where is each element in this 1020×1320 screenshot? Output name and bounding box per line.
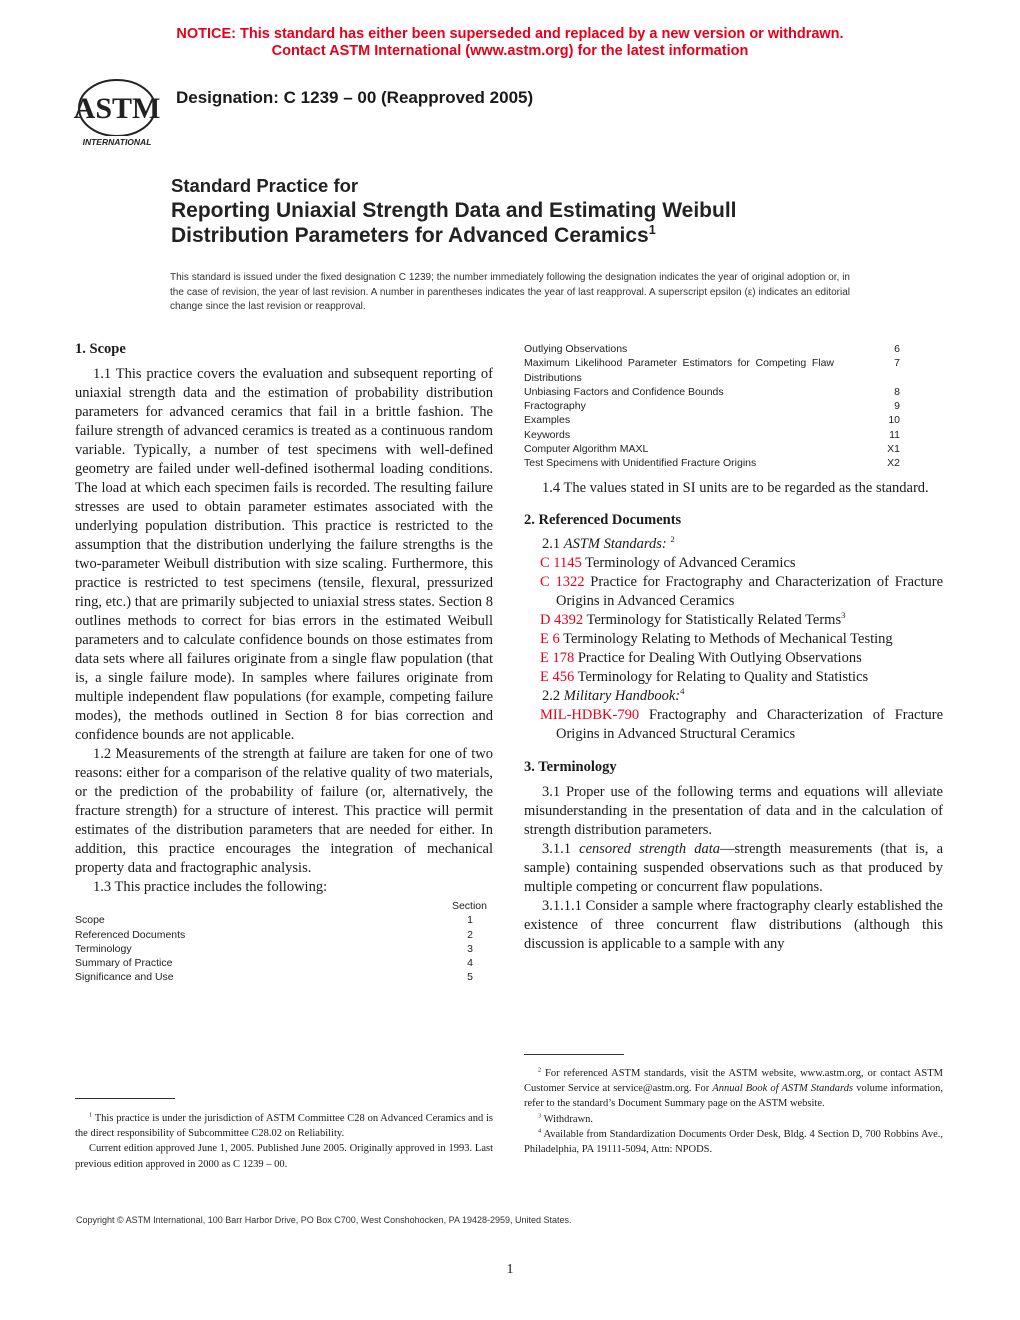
toc-label: Significance and Use bbox=[75, 971, 174, 984]
footnote-2-italic: Annual Book of ASTM Standards bbox=[712, 1083, 854, 1095]
toc-row bbox=[524, 413, 943, 427]
toc-row bbox=[524, 356, 943, 385]
reference-item bbox=[524, 554, 943, 573]
footnote-rule-left bbox=[75, 1098, 175, 1099]
toc-section: 5 bbox=[467, 971, 473, 984]
left-column bbox=[75, 340, 493, 985]
toc-section: 1 bbox=[467, 914, 473, 927]
scope-para-1-2: 1.2 Measurements of the strength at failure are taken for one of two reasons: either for a comparison of the relative quality of two materials, or the prediction of the probability of failure (or, alternatively, the fracture strength) for a structure of interest. This practice will permit estimates of the distribution parameters that are needed for either. In addition, this practice encourages the integration of mechanical property data and fractographic analysis. bbox=[75, 746, 493, 876]
scope-para-1-1: 1.1 This practice covers the evaluation and subsequent reporting of uniaxial strength data and the estimation of probability distribution parameters for advanced ceramics that fail in a brittle fashion. The failure strength of advanced ceramics is treated as a continuous random variable. Typically, a number of test specimens with well-defined geometry are failed under well-defined isothermal loading conditions. The load at which each specimen fails is recorded. The resulting failure stresses are used to obtain parameter estimates associated with the underlying population distribution. This practice is restricted to the assumption that the distribution underlying the failure strengths is the two-parameter Weibull distribution with size scaling. Furthermore, this practice is restricted to test specimens (tensile, flexural, pressurized ring, etc.) that are primarily subjected to uniaxial stress states. Section 8 outlines methods to correct for bias errors in the estimated Weibull parameters and to calculate confidence bounds on those estimates from data sets where all failures originate from a single flaw population (that is, a single failure mode). In samples where failures originate from multiple independent flaw populations (for example, competing failure modes), the methods outlined in Section 8 for bias correction and confidence bounds are not applicable. bbox=[75, 366, 493, 743]
footnote-3-mark: 3 bbox=[538, 1112, 542, 1120]
reference-title: Practice for Fractography and Characterization of Fracture Origins in Advanced Ceramics bbox=[556, 573, 944, 609]
title-footnote-mark: 1 bbox=[648, 223, 656, 237]
reference-title: Terminology of Advanced Ceramics bbox=[585, 554, 796, 571]
references-heading: 2. Referenced Documents bbox=[524, 511, 682, 528]
toc-label: Terminology bbox=[75, 942, 132, 955]
toc-row bbox=[524, 456, 943, 470]
reference-link[interactable]: E 178 bbox=[540, 649, 575, 666]
scope-para-1-4: 1.4 The values stated in SI units are to be regarded as the standard. bbox=[542, 479, 929, 496]
reference-link[interactable]: C 1145 bbox=[540, 554, 582, 571]
toc-label: Unbiasing Factors and Confidence Bounds bbox=[524, 385, 724, 398]
title-line-3-text: Distribution Parameters for Advanced Ceramics bbox=[171, 224, 649, 247]
footnote-4 bbox=[524, 1127, 943, 1157]
mil-footnote-mark: 4 bbox=[680, 685, 685, 696]
toc-section: X1 bbox=[887, 443, 900, 456]
reference-item bbox=[524, 649, 943, 668]
toc-row bbox=[75, 970, 493, 984]
toc-row bbox=[524, 399, 943, 413]
toc-right bbox=[524, 342, 943, 471]
astm-standards-intro bbox=[524, 535, 943, 554]
toc-label: Computer Algorithm MAXL bbox=[524, 443, 649, 456]
logo-subtitle: INTERNATIONAL bbox=[82, 137, 152, 147]
toc-row bbox=[75, 942, 493, 956]
footnotes-left bbox=[75, 1111, 493, 1172]
right-column bbox=[524, 342, 943, 954]
toc-row bbox=[524, 342, 943, 356]
notice-line-2: Contact ASTM International (www.astm.org) for the latest information bbox=[271, 43, 749, 59]
terminology-heading: 3. Terminology bbox=[524, 758, 617, 775]
reference-link[interactable]: E 6 bbox=[540, 630, 560, 647]
toc-section: 10 bbox=[888, 414, 900, 427]
toc-section: 3 bbox=[467, 942, 473, 955]
term-censored-strength-data: censored strength data bbox=[579, 840, 720, 857]
designation: Designation: C 1239 – 00 (Reapproved 2005) bbox=[176, 88, 534, 107]
toc-section: 2 bbox=[467, 928, 473, 941]
reference-item bbox=[524, 573, 943, 611]
toc-label: Outlying Observations bbox=[524, 343, 628, 355]
page-number: 1 bbox=[506, 1262, 514, 1277]
terminology-para-3-1: 3.1 Proper use of the following terms and equations will alleviate misunderstanding in the presentation of data and in the calculation of strength distribution parameters. bbox=[524, 783, 943, 838]
military-handbook-intro bbox=[524, 687, 943, 706]
reference-item bbox=[524, 630, 943, 649]
toc-row bbox=[524, 442, 943, 456]
footnote-rule-right bbox=[524, 1054, 624, 1055]
footnote-1b: Current edition approved June 1, 2005. Published June 2005. Originally approved in 1993. Last previous edition approved in 2000 as C 1239 – 00. bbox=[75, 1143, 493, 1170]
military-handbook-label: Military Handbook: bbox=[563, 687, 681, 704]
footnote-2 bbox=[524, 1066, 943, 1112]
footnote-3-text: Withdrawn. bbox=[543, 1113, 594, 1125]
issued-statement: This standard is issued under the fixed designation C 1239; the number immediately following the designation indicates the year of original adoption or, in the case of revision, the year of last revision. A number in parentheses indicates the year of last reapproval. A superscript epsilon (ε) indicates an editorial change since the last revision or reapproval. bbox=[170, 272, 850, 312]
reference-title: Practice for Dealing With Outlying Observations bbox=[577, 649, 862, 666]
toc-section: 7 bbox=[894, 357, 900, 370]
toc-label: Keywords bbox=[524, 428, 571, 441]
title-line-2: Reporting Uniaxial Strength Data and Estimating Weibull bbox=[171, 199, 737, 222]
toc-row bbox=[524, 385, 943, 399]
reference-title: Terminology for Statistically Related Terms bbox=[586, 611, 842, 628]
toc-label: Fractography bbox=[524, 400, 586, 413]
footnote-4-text: Available from Standardization Documents Order Desk, Bldg. 4 Section D, 700 Robbins Ave., Philadelphia, PA 19111-5094, Attn: NPODS. bbox=[524, 1128, 944, 1156]
footnote-2-text-b: volume information, refer to the standard’s Document Summary page on the ASTM website. bbox=[524, 1083, 943, 1110]
footnote-2-mark: 2 bbox=[538, 1066, 542, 1074]
toc-label: Examples bbox=[524, 414, 571, 427]
toc-label: Summary of Practice bbox=[75, 957, 173, 970]
reference-title: Terminology Relating to Methods of Mechanical Testing bbox=[563, 630, 893, 647]
title-line-3 bbox=[171, 223, 737, 248]
toc-row bbox=[75, 913, 493, 927]
astm-footnote-mark: 2 bbox=[670, 533, 675, 544]
toc-left bbox=[75, 899, 493, 985]
toc-section: 11 bbox=[889, 428, 900, 441]
footnote-4-mark: 4 bbox=[538, 1127, 542, 1135]
toc-row bbox=[75, 956, 493, 970]
astm-intro-num: 2.1 bbox=[542, 535, 561, 552]
toc-label: Scope bbox=[75, 914, 105, 927]
toc-label: Referenced Documents bbox=[75, 928, 186, 941]
toc-section: 4 bbox=[467, 957, 473, 970]
reference-footnote-mark: 3 bbox=[841, 609, 846, 620]
toc-row bbox=[75, 928, 493, 942]
toc-section: 9 bbox=[894, 400, 900, 413]
terminology-para-3-1-1-1: 3.1.1.1 Consider a sample where fractography clearly established the existence of three concurrent flaw distributions (although this discussion is applicable to a sample with any bbox=[524, 897, 943, 952]
title-line-1: Standard Practice for bbox=[171, 175, 359, 196]
toc-section: 6 bbox=[894, 343, 900, 355]
notice-line-1: NOTICE: This standard has either been superseded and replaced by a new version or withdrawn. bbox=[176, 26, 844, 42]
footnote-2-text-a: For referenced ASTM standards, visit the ASTM website, www.astm.org, or contact ASTM Customer Service at service@astm.org. For bbox=[524, 1068, 943, 1095]
reference-item bbox=[524, 706, 943, 744]
footnote-1-mark: 1 bbox=[89, 1111, 93, 1119]
astm-logo bbox=[72, 76, 162, 150]
terminology-para-3-1-1 bbox=[524, 840, 943, 897]
term-definition: —strength measurements (that is, a sample) containing suspended observations such as that produced by multiple competing or concurrent flaw populations. bbox=[524, 840, 944, 895]
term-num: 3.1.1 bbox=[542, 840, 571, 857]
reference-title: Fractography and Characterization of Fracture Origins in Advanced Structural Ceramics bbox=[556, 706, 944, 742]
toc-header-label: Section bbox=[451, 900, 487, 912]
reference-item bbox=[524, 668, 943, 687]
reference-link[interactable]: C 1322 bbox=[540, 573, 585, 590]
reference-title: Terminology for Relating to Quality and Statistics bbox=[577, 668, 869, 685]
document-title bbox=[171, 174, 737, 248]
toc-header bbox=[75, 899, 493, 913]
toc-label: Test Specimens with Unidentified Fracture Origins bbox=[524, 457, 757, 470]
scope-para-1-3: 1.3 This practice includes the following: bbox=[93, 879, 328, 895]
footnote-3 bbox=[524, 1112, 943, 1127]
footnotes-right bbox=[524, 1066, 943, 1157]
copyright-line: Copyright © ASTM International, 100 Barr Harbor Drive, PO Box C700, West Conshohocken, PA 19428-2959, United States. bbox=[76, 1215, 572, 1225]
footnote-1 bbox=[75, 1111, 493, 1141]
footnote-1-text: This practice is under the jurisdiction of ASTM Committee C28 on Advanced Ceramics and is the direct responsibility of Subcommittee C28.02 on Reliability. bbox=[75, 1113, 494, 1140]
reference-item bbox=[524, 611, 943, 630]
toc-section: X2 bbox=[887, 457, 900, 470]
toc-label: Maximum Likelihood Parameter Estimators for Competing Flaw Distributions bbox=[524, 357, 834, 384]
reference-link[interactable]: MIL-HDBK-790 bbox=[540, 706, 640, 723]
toc-row bbox=[524, 428, 943, 442]
mil-intro-num: 2.2 bbox=[542, 687, 561, 704]
withdrawn-notice bbox=[0, 26, 1020, 60]
astm-standards-label: ASTM Standards: bbox=[563, 535, 667, 552]
reference-link[interactable]: D 4392 bbox=[540, 611, 584, 628]
logo-text: ASTM bbox=[73, 92, 161, 125]
scope-heading: 1. Scope bbox=[75, 341, 126, 357]
reference-link[interactable]: E 456 bbox=[540, 668, 575, 685]
toc-section: 8 bbox=[894, 385, 900, 398]
